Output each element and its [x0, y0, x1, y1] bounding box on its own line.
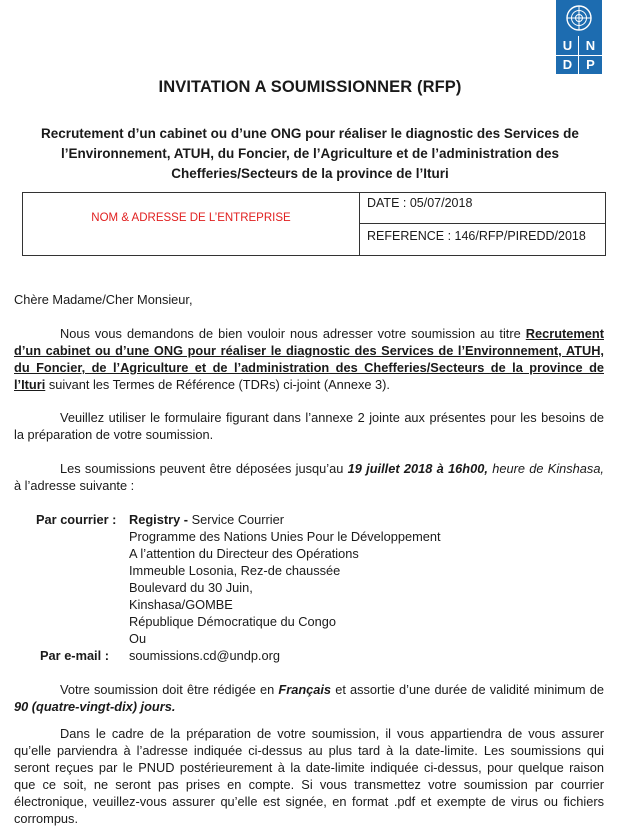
validity-intro: et assortie d’une durée de validité minimum de	[331, 682, 604, 697]
paragraph-request-end: suivant les Termes de Référence (TDRs) ci-joint (Annexe 3).	[45, 377, 390, 392]
assignment-title: Recrutement d’un cabinet ou d’une ONG pour réaliser le diagnostic des Services de l’Environnement, ATUH, du Foncier, de l’Agriculture et de l’administration des Chefferies/Secteurs de la province de l’Ituri	[14, 326, 604, 392]
deadline-end: à l’adresse suivante :	[14, 478, 135, 493]
page-subtitle: Recrutement d’un cabinet ou d’une ONG pour réaliser le diagnostic des Services de l’Environnement, ATUH, du Foncier, de l’Agriculture et de l’administration des Chefferies/Secteurs de la province de l’Ituri	[41, 126, 579, 181]
paragraph-request	[14, 325, 604, 393]
salutation: Chère Madame/Cher Monsieur,	[14, 292, 193, 307]
address-line: Ou	[129, 631, 147, 646]
address-line: Programme des Nations Unies Pour le Développement	[129, 529, 441, 544]
address-line: Kinshasa/GOMBE	[129, 597, 233, 612]
deadline-date: 19 juillet 2018 à 16h00,	[347, 461, 488, 476]
un-emblem-icon	[565, 4, 593, 32]
address-line: A l’attention du Directeur des Opérations	[129, 546, 359, 561]
page-title: INVITATION A SOUMISSIONNER (RFP)	[158, 78, 462, 96]
registry-label: Registry -	[129, 512, 189, 527]
registry-service: Service Courrier	[188, 512, 285, 527]
undp-logo	[556, 0, 602, 74]
logo-letter-n: N	[585, 38, 596, 53]
paragraph-submission-rules: Dans le cadre de la préparation de votre soumission, il vous appartiendra de vous assurer qu’elle parviendra à l’adresse indiquée ci-dessus au plus tard à la date-limite. Les soumissions qui seront reçues par le PNUD postérieurement à la date-limite indiquée ci-dessus, pour quelque raison que ce soit, ne seront pas prises en compte. Si vous transmettez votre soumission par courrier électronique, veuillez-vous assurer qu’elle est signée, en format .pdf et exempte de virus ou fichiers corrompus.	[14, 726, 604, 826]
info-box	[22, 192, 606, 256]
address-registry	[129, 511, 284, 528]
language-intro: Votre soumission doit être rédigée en	[60, 682, 279, 697]
deadline-timezone: heure de Kinshasa,	[487, 461, 604, 476]
logo-letter-p: P	[586, 57, 595, 72]
validity-days: 90 (quatre-vingt-dix) jours.	[14, 699, 176, 714]
company-name-address: NOM & ADRESSE DE L’ENTREPRISE	[23, 193, 360, 255]
deadline-intro: Les soumissions peuvent être déposées jusqu’au	[60, 461, 348, 476]
address-line: Immeuble Losonia, Rez-de chaussée	[129, 563, 341, 578]
paragraph-form: Veuillez utiliser le formulaire figurant dans l’annexe 2 jointe aux présentes pour les besoins de la préparation de votre soumission.	[14, 410, 604, 442]
logo-letter-d: D	[562, 57, 573, 72]
courier-label: Par courrier :	[36, 512, 117, 527]
logo-letter-u: U	[562, 38, 573, 53]
email-label: Par e-mail :	[40, 648, 109, 663]
language-value: Français	[278, 682, 332, 697]
paragraph-language	[14, 681, 604, 715]
paragraph-deadline	[14, 460, 604, 494]
paragraph-request-start: Nous vous demandons de bien vouloir nous adresser votre soumission au titre	[60, 326, 526, 341]
address-line: République Démocratique du Congo	[129, 614, 337, 629]
submission-email-link[interactable]: soumissions.cd@undp.org	[129, 648, 280, 663]
reference-cell: REFERENCE : 146/RFP/PIREDD/2018	[367, 229, 586, 243]
address-line: Boulevard du 30 Juin,	[129, 580, 253, 595]
date-cell: DATE : 05/07/2018	[360, 193, 606, 224]
